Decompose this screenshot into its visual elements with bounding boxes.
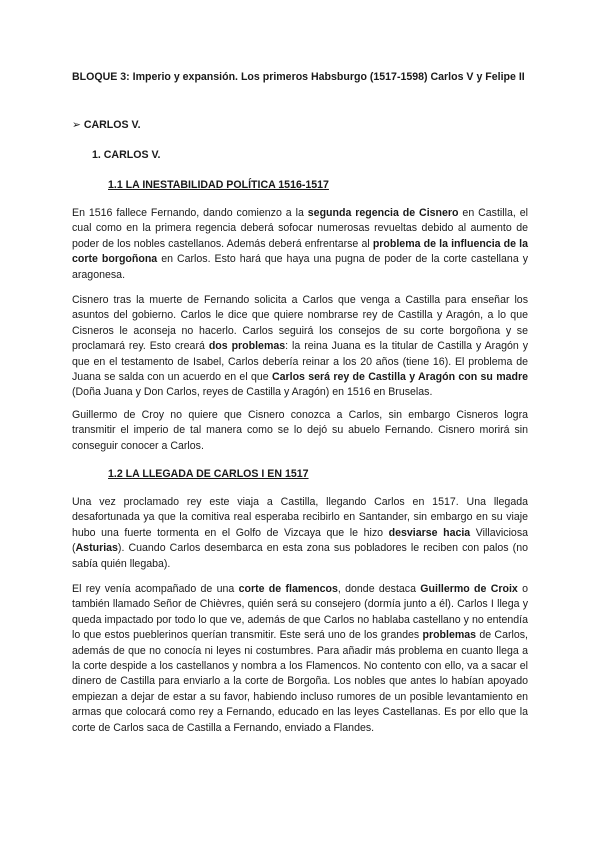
- section-heading-carlos-v: 1. CARLOS V.: [92, 149, 161, 161]
- paragraph-4: Una vez proclamado rey este viaja a Castilla, llegando Carlos en 1517. Una llegada desafortunada ya que la comitiva real esperaba recibirlo en Santander, sin embargo en su viaje hubo una fuerte tormenta en el Golfo de Vizcaya que le hizo desviarse hacia Villaviciosa (Asturias). Cuando Carlos desembarca en esta zona sus pobladores le reciben con palos (no sabía quién llegaba).: [72, 496, 529, 570]
- paragraph-3: Guillermo de Croy no quiere que Cisnero conozca a Carlos, sin embargo Cisneros logra transmitir el imperio de tal manera como se lo dejó su abuelo Fernando. Cisnero morirá sin conseguir conocer a Carlos.: [72, 409, 528, 452]
- subheading-llegada: 1.2 LA LLEGADA DE CARLOS I EN 1517: [108, 468, 309, 480]
- document-title: BLOQUE 3: Imperio y expansión. Los primeros Habsburgo (1517-1598) Carlos V y Felipe II: [72, 71, 525, 83]
- subheading-inestabilidad: 1.1 LA INESTABILIDAD POLÍTICA 1516-1517: [108, 179, 329, 191]
- paragraph-5: El rey venía acompañado de una corte de flamencos, donde destaca Guillermo de Croix o también llamado Señor de Chièvres, quién será su consejero (dormía junto a él). Carlos I llega y queda impactado por todo lo que ve, además de que Carlos no hablaba castellano y no entendía lo que estos pueblerinos querían transmitir. Este será uno de los grandes problemas de Carlos, además de que no conocía ni leyes ni costumbres. Para añadir más problema en cuanto llega a la corte despide a los castellanos y nombra a los Flamencos. No contento con ello, va a sacar el dinero de Castilla para enviarlo a la corte de Borgoña. Los nobles que antes lo habían apoyado empiezan a dejar de estar a su favor, habiendo incluso rumores de un posible levantamiento en armas que colocará como rey a Fernando, educado en las leyes Castellanas. Es por ello que la corte de Carlos saca de Castilla a Fernando, enviado a Flandes.: [72, 583, 528, 734]
- paragraph-2: Cisnero tras la muerte de Fernando solicita a Carlos que venga a Castilla para enseñar los asuntos del gobierno. Carlos le dice que quiere nombrarse rey de Castilla y Aragón, a lo que Cisneros le aconseja no hacerlo. Carlos seguirá los consejos de su corte borgoñona y se proclamará rey. Esto creará dos problemas: la reina Juana es la titular de Castilla y Aragón y que en el testamento de Isabel, Carlos debería reinar a los 20 años (tiene 16). El problema de Juana se salda con un acuerdo en el que Carlos será rey de Castilla y Aragón con su madre (Doña Juana y Don Carlos, reyes de Castilla y Aragón) en 1516 en Bruselas.: [72, 294, 528, 399]
- bullet-heading-carlos-v: ➢ CARLOS V.: [72, 119, 141, 131]
- paragraph-1: En 1516 fallece Fernando, dando comienzo a la segunda regencia de Cisnero en Castilla, el cual como en la primera regencia deberá sofocar numerosas revueltas debido al aumento de poder de los nobles castellanos. Además deberá enfrentarse al problema de la influencia de la corte borgoñona en Carlos. Esto hará que haya una pugna de poder de la corte castellana y aragonesa.: [72, 207, 528, 281]
